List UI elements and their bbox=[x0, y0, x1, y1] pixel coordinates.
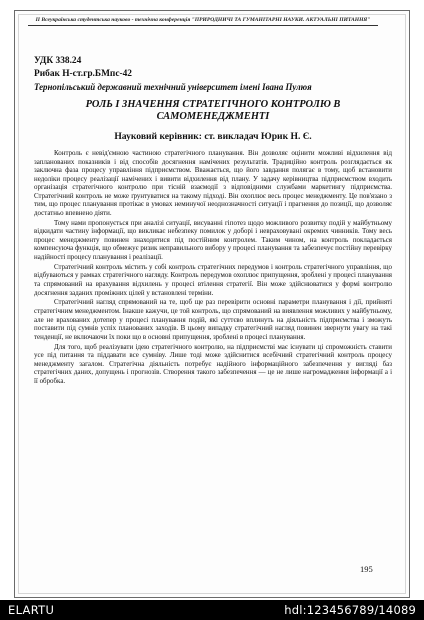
scientific-supervisor: Науковий керівник: ст. викладач Юрик Н. Є. bbox=[114, 131, 312, 142]
page-number: 195 bbox=[360, 564, 373, 574]
paragraph-5: Для того, щоб реалізувати ідею стратегічного контролю, на підприємстві має існувати ці спроможність ставити усе під питання та піддавати все сумніву. Лише тоді може здійснитися всебічний стратегічний контроль процесу менеджменту загалом. Стратегічна діяльність потребує надійного інформаційного забезпечення у вигляді баз стратегічних даних, допущень і прогнозів. Створення такого забезпечення — це не лише нагромадження інформації а і її обробка. bbox=[34, 342, 392, 385]
udk-code: УДК 338.24 bbox=[34, 56, 82, 66]
repository-status-bar bbox=[0, 600, 424, 620]
repository-name: ELARTU bbox=[8, 603, 55, 617]
paragraph-4: Стратегічний нагляд спрямований на те, щоб ще раз перевірити основні параметри планування і дії, прийняті стратегічним менеджментом. Інакше кажучи, це той контроль, що спрямований на виявлення можливих у майбутньому, але не врахованих дотепер у процесі планування подій, які суттєво вплинуть на діяльність підприємства і зможуть поставити під сумнів успіх планованих заходів. В цьому випадку стратегічний нагляд повинен звернути увагу на такі тенденції, не включаючи їх поки що в основні припущення, зроблені в процесі планування. bbox=[34, 298, 392, 341]
paragraph-1: Контроль є невід'ємною частиною стратегічного планування. Він дозволяє оцінити можливі відхилення від запланованих показників і від способів досягнення намічених результатів. Традиційно контроль розглядається як заключна фаза процесу управління підприємством. Вважається, що його завдання полягає в тому, щоб встановити недоліки процесу реалізації намічених і вивити відхилення від плану. У задачу керівництва підприємством входить організація стратегічного контролю при тісній взаємодії з відповідними службами маркетингу підприємства. Стратегічний контроль не може ґрунтуватися на такому підході. Він охоплює весь процес менеджменту. Це пов'язано з тим, що процес планування протікає в умовах неминучої неоднозначності ситуації і прагнення до позиції, що дозволяє достатньо впевнено діяти. bbox=[34, 149, 392, 217]
paragraph-3: Стратегічний контроль містить у собі контроль стратегічних передумов і контроль стратегічного управління, що відбуваються у рамках стратегічного нагляду. Контроль передумов охоплює припущення, зроблені у процесі планування та спрямований на врахування відхилень у процесі втілення стратегії. Він може здійснюватися у формі контролю досягнення заданих проміжних цілей у встановлені терміни. bbox=[34, 262, 392, 297]
paragraph-2: Тому нами пропонується при аналізі ситуації, висуванні гіпотез щодо можливого розвитку подій у майбутньому відкидати частину інформації, що викликає небезпеку помилок у доборі і невраховувані окремих чинників. Тому весь процес менеджменту повинен знаходитися під постійним контролем. Таким чином, на контроль покладається компенсуюча функція, що обмежує ризик неправильного вибору у процесі планування та забезпечує постійну перевірку надійності процесу планування і реалізації. bbox=[34, 218, 392, 261]
author-line: Рибак Н-ст.гр.БМпс-42 bbox=[34, 69, 132, 79]
article-body bbox=[34, 149, 392, 387]
running-head-text: II Всеукраїнська студентська науково - технічна конференція "ПРИРОДНИЧІ ТА ГУМАНІТАРНІ НАУКИ. АКТУАЛЬНІ ПИТАННЯ" bbox=[35, 17, 371, 23]
handle-identifier[interactable]: hdl:123456789/14089 bbox=[284, 603, 416, 617]
article-title: РОЛЬ І ЗНАЧЕННЯ СТРАТЕГІЧНОГО КОНТРОЛЮ В САМОМЕНЕДЖМЕНТІ bbox=[85, 99, 341, 122]
affiliation-line: Тернопільський державний технічний університет імені Івана Пулюя bbox=[34, 82, 312, 92]
running-head-rule bbox=[28, 25, 378, 26]
conference-running-head bbox=[28, 17, 378, 26]
